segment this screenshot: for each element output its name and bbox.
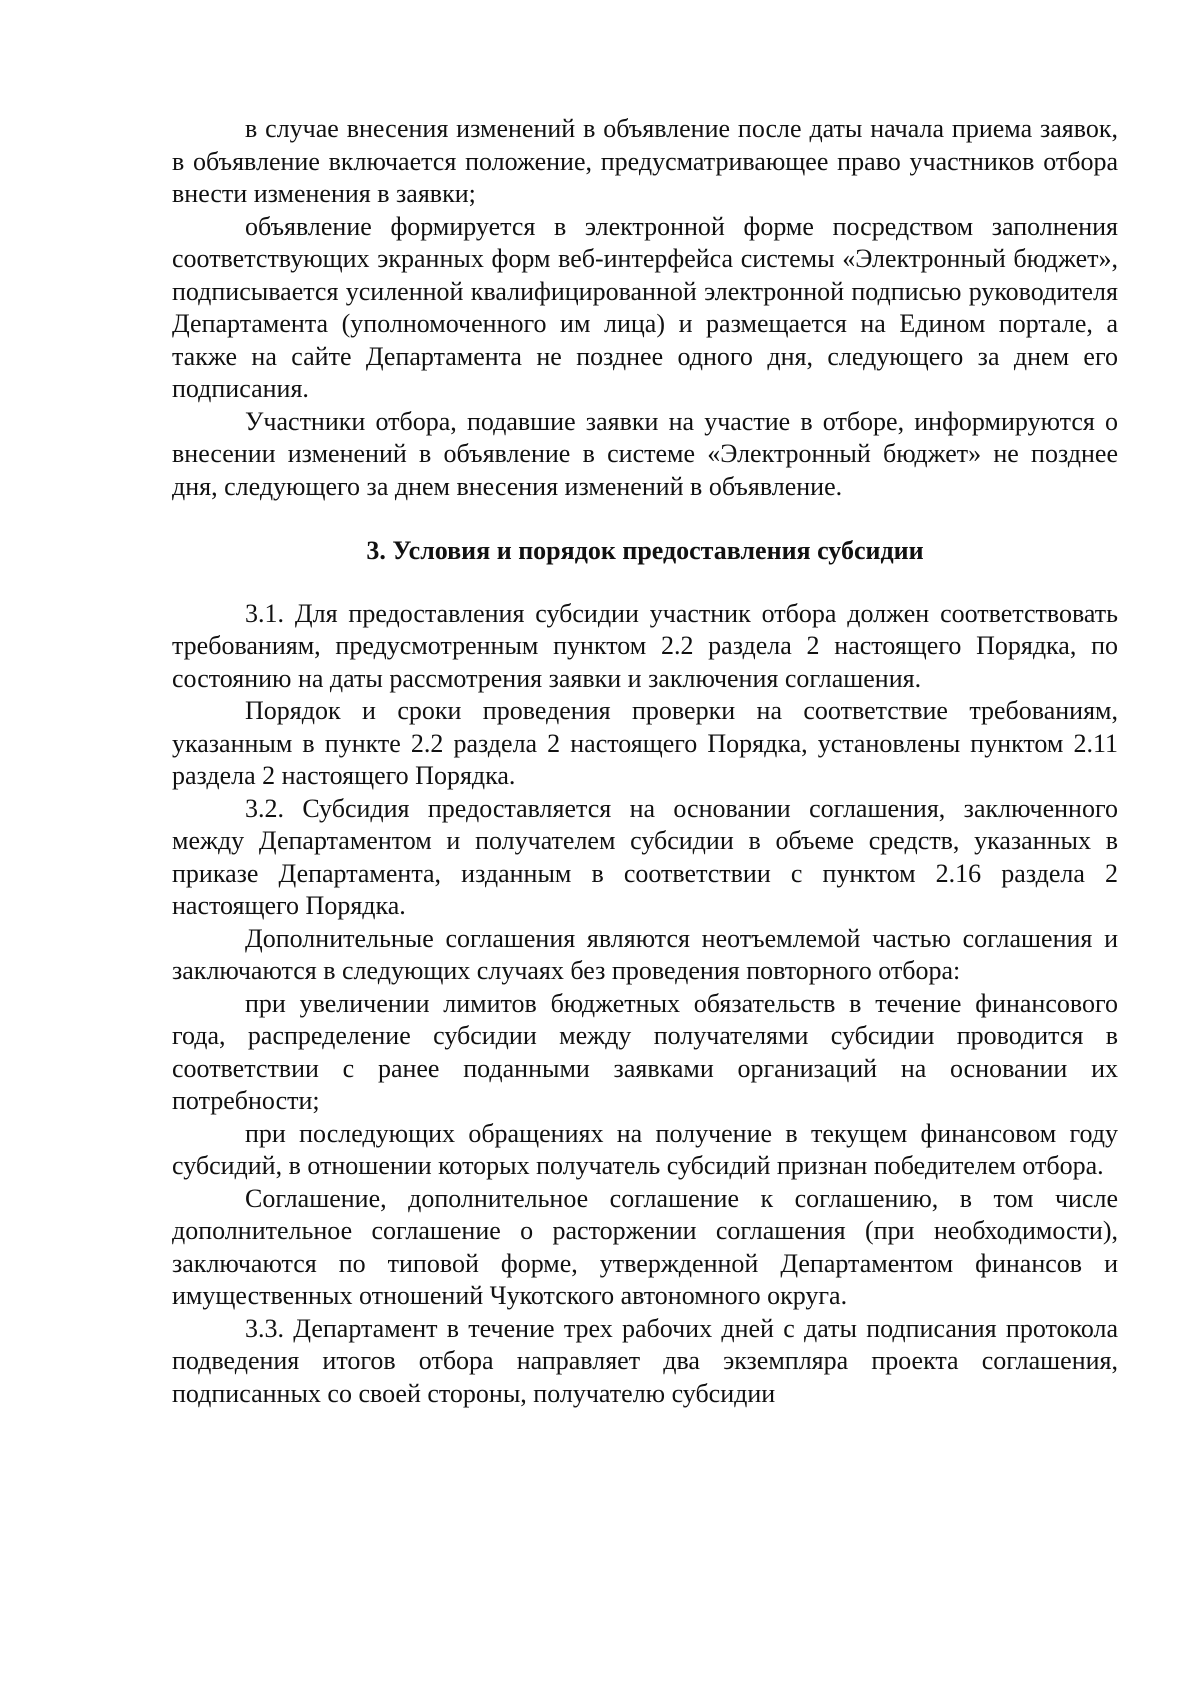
spacer [172, 568, 1118, 598]
paragraph-amendment-after-start: в случае внесения изменений в объявление после даты начала приема заявок, в объявление включается положение, предусматривающее право участников отбора внести изменения в заявки; [172, 114, 1118, 208]
paragraph-3-2: 3.2. Субсидия предоставляется на основании соглашения, заключенного между Департаментом и получателем субсидии в объеме средств, указанных в приказе Департамента, изданным в соответствии с пунктом 2.16 раздела 2 настоящего Порядка. [172, 793, 1118, 920]
paragraph-announcement-electronic-form: объявление формируется в электронной форме посредством заполнения соответствующих экранных форм веб-интерфейса системы «Электронный бюджет», подписывается усиленной квалифицированной электронной подписью руководителя Департамента (уполномоченного им лица) и размещается на Едином портале, а также на сайте Департамента не позднее одного дня, следующего за днем его подписания. [172, 211, 1118, 403]
spacer [172, 503, 1118, 535]
paragraph-3-1: 3.1. Для предоставления субсидии участник отбора должен соответствовать требованиям, предусмотренным пунктом 2.2 раздела 2 настоящего Порядка, по состоянию на даты рассмотрения заявки и заключения соглашения. [172, 598, 1118, 693]
paragraph-subsequent-requests: при последующих обращениях на получение в текущем финансовом году субсидий, в отношении которых получатель субсидий признан победителем отбора. [172, 1118, 1118, 1180]
paragraph-limits-increase: при увеличении лимитов бюджетных обязательств в течение финансового года, распределение субсидии между получателями субсидии проводится в соответствии с ранее поданными заявками организаций на основании их потребности; [172, 988, 1118, 1115]
paragraph-3-3: 3.3. Департамент в течение трех рабочих дней с даты подписания протокола подведения итогов отбора направляет два экземпляра проекта соглашения, подписанных со своей стороны, получателю субсидии [172, 1313, 1118, 1408]
paragraph-additional-agreements: Дополнительные соглашения являются неотъемлемой частью соглашения и заключаются в следующих случаях без проведения повторного отбора: [172, 923, 1118, 985]
document-page [172, 113, 1118, 1410]
paragraph-verification-procedure: Порядок и сроки проведения проверки на соответствие требованиям, указанным в пункте 2.2 раздела 2 настоящего Порядка, установлены пунктом 2.11 раздела 2 настоящего Порядка. [172, 696, 1118, 790]
section-heading: 3. Условия и порядок предоставления субсидии [366, 536, 924, 565]
paragraph-participants-informed: Участники отбора, подавшие заявки на участие в отборе, информируются о внесении изменений в объявление в системе «Электронный бюджет» не позднее дня, следующего за днем внесения изменений в объявление. [172, 406, 1118, 501]
paragraph-standard-form: Соглашение, дополнительное соглашение к соглашению, в том числе дополнительное соглашение о расторжении соглашения (при необходимости), заключаются по типовой форме, утвержденной Департаментом финансов и имущественных отношений Чукотского автономного округа. [172, 1183, 1118, 1310]
